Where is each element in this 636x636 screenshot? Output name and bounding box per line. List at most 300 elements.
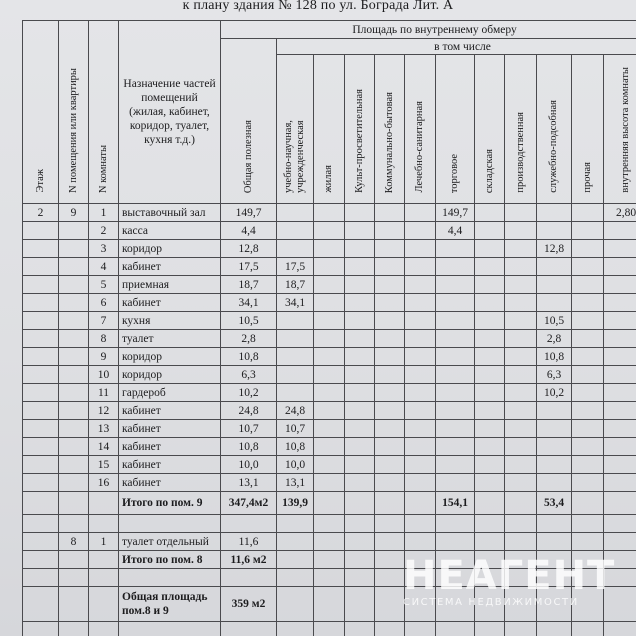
- room-name: коридор: [119, 366, 221, 384]
- area-service: [537, 222, 572, 240]
- empty-cell: [375, 456, 405, 474]
- area-height: [604, 258, 636, 276]
- empty-cell: [314, 330, 345, 348]
- area-total: 13,1: [221, 474, 277, 492]
- empty-cell: [572, 474, 604, 492]
- empty-cell: [505, 204, 537, 222]
- area-trade: 4,4: [436, 222, 475, 240]
- area-service: [537, 420, 572, 438]
- empty-cell: [345, 222, 375, 240]
- empty-cell: [505, 222, 537, 240]
- empty-cell: [475, 276, 505, 294]
- empty-cell: [314, 366, 345, 384]
- area-edu: [277, 312, 314, 330]
- empty-cell: [345, 384, 375, 402]
- area-trade: [436, 258, 475, 276]
- table-row: [23, 330, 636, 348]
- empty-cell: [475, 420, 505, 438]
- area-height: [604, 438, 636, 456]
- table-row: [23, 384, 636, 402]
- empty-cell: [505, 276, 537, 294]
- room-name: кабинет: [119, 420, 221, 438]
- empty-cell: [475, 348, 505, 366]
- empty-cell: [572, 384, 604, 402]
- empty-cell: [505, 348, 537, 366]
- area-height: [604, 222, 636, 240]
- area-edu: [277, 240, 314, 258]
- area-service: [537, 294, 572, 312]
- table-row-unit-8: [23, 533, 636, 551]
- empty-cell: [505, 312, 537, 330]
- area-trade: [436, 276, 475, 294]
- area-total: 24,8: [221, 402, 277, 420]
- area-height: [604, 366, 636, 384]
- area-total: 10,2: [221, 384, 277, 402]
- empty-cell: [345, 366, 375, 384]
- room-number: 16: [89, 474, 119, 492]
- unit-number: [59, 222, 89, 240]
- empty-cell: [375, 258, 405, 276]
- empty-cell: [375, 294, 405, 312]
- empty-cell: [345, 276, 375, 294]
- room-number: 1: [89, 204, 119, 222]
- area-trade: 149,7: [436, 204, 475, 222]
- area-service: [537, 258, 572, 276]
- area-total: 2,8: [221, 330, 277, 348]
- header-including: в том числе: [277, 39, 636, 55]
- area-edu: [277, 330, 314, 348]
- floor-cell: [23, 240, 59, 258]
- floor-cell: [23, 366, 59, 384]
- header-cult: Культ-просветительная: [345, 55, 375, 204]
- area-trade: [436, 438, 475, 456]
- area-total: 17,5: [221, 258, 277, 276]
- table-row: [23, 240, 636, 258]
- empty-cell: [375, 474, 405, 492]
- unit-number: [59, 348, 89, 366]
- table-row: [23, 420, 636, 438]
- area-edu: 10,7: [277, 420, 314, 438]
- header-room-no: N комнаты: [89, 21, 119, 204]
- total-trade: 154,1: [436, 492, 475, 515]
- table-row: [23, 204, 636, 222]
- area-service: [537, 438, 572, 456]
- watermark-logo: [403, 553, 616, 608]
- room-total-area: 11,6: [221, 533, 277, 551]
- empty-cell: [314, 222, 345, 240]
- table-row: [23, 348, 636, 366]
- empty-cell: [405, 330, 436, 348]
- empty-cell: [475, 330, 505, 348]
- total-area: 347,4м2: [221, 492, 277, 515]
- empty-cell: [475, 438, 505, 456]
- empty-cell: [572, 240, 604, 258]
- empty-cell: [314, 312, 345, 330]
- header-trade: торговое: [436, 55, 475, 204]
- empty-cell: [475, 474, 505, 492]
- floor-cell: [23, 438, 59, 456]
- empty-cell: [314, 438, 345, 456]
- empty-cell: [345, 348, 375, 366]
- area-height: 2,80: [604, 204, 636, 222]
- room-number: 1: [89, 533, 119, 551]
- empty-cell: [314, 348, 345, 366]
- room-name: туалет: [119, 330, 221, 348]
- area-height: [604, 456, 636, 474]
- header-prod: производственная: [505, 55, 537, 204]
- empty-cell: [475, 402, 505, 420]
- empty-cell: [345, 204, 375, 222]
- area-total: 34,1: [221, 294, 277, 312]
- room-name: касса: [119, 222, 221, 240]
- area-trade: [436, 420, 475, 438]
- empty-cell: [345, 474, 375, 492]
- empty-cell: [505, 330, 537, 348]
- empty-cell: [375, 240, 405, 258]
- area-service: [537, 402, 572, 420]
- area-height: [604, 474, 636, 492]
- empty-cell: [505, 258, 537, 276]
- header-med: Лечебно-санитарная: [405, 55, 436, 204]
- empty-cell: [314, 294, 345, 312]
- header-storage: складская: [475, 55, 505, 204]
- room-number: 11: [89, 384, 119, 402]
- unit-number: [59, 474, 89, 492]
- empty-cell: [375, 204, 405, 222]
- area-service: [537, 204, 572, 222]
- empty-cell: [505, 438, 537, 456]
- area-edu: 10,0: [277, 456, 314, 474]
- area-total: 12,8: [221, 240, 277, 258]
- table-header: [23, 21, 636, 204]
- room-name: кухня: [119, 312, 221, 330]
- area-height: [604, 240, 636, 258]
- area-trade: [436, 456, 475, 474]
- empty-cell: [405, 294, 436, 312]
- area-service: 10,5: [537, 312, 572, 330]
- empty-cell: [505, 366, 537, 384]
- empty-cell: [475, 384, 505, 402]
- empty-cell: [345, 294, 375, 312]
- empty-cell: [375, 312, 405, 330]
- area-service: 12,8: [537, 240, 572, 258]
- total-label: Итого по пом. 8: [119, 551, 221, 569]
- header-purpose: Назначение частей помещений (жилая, кабинет, коридор, туалет, кухня т.д.): [119, 21, 221, 204]
- empty-cell: [505, 294, 537, 312]
- floor-cell: [23, 294, 59, 312]
- empty-cell: [405, 384, 436, 402]
- header-edu: учебно-научная, учрежденческая: [277, 55, 314, 204]
- unit-number: [59, 456, 89, 474]
- empty-cell: [505, 402, 537, 420]
- empty-cell: [405, 222, 436, 240]
- floor-cell: [23, 276, 59, 294]
- empty-cell: [405, 312, 436, 330]
- room-number: 14: [89, 438, 119, 456]
- header-height: внутренняя высота комнаты: [604, 55, 636, 204]
- empty-cell: [314, 420, 345, 438]
- area-height: [604, 402, 636, 420]
- area-trade: [436, 240, 475, 258]
- empty-cell: [572, 420, 604, 438]
- floor-cell: [23, 222, 59, 240]
- unit-number: [59, 276, 89, 294]
- room-name: кабинет: [119, 474, 221, 492]
- floor-cell: [23, 402, 59, 420]
- area-edu: 18,7: [277, 276, 314, 294]
- area-height: [604, 384, 636, 402]
- empty-cell: [375, 348, 405, 366]
- empty-cell: [375, 222, 405, 240]
- empty-cell: [405, 402, 436, 420]
- room-number: 4: [89, 258, 119, 276]
- room-number: 3: [89, 240, 119, 258]
- header-floor: Этаж: [23, 21, 59, 204]
- table-row: [23, 222, 636, 240]
- empty-cell: [314, 276, 345, 294]
- area-service: [537, 456, 572, 474]
- floor-cell: [23, 456, 59, 474]
- empty-cell: [505, 456, 537, 474]
- empty-cell: [572, 456, 604, 474]
- empty-cell: [405, 366, 436, 384]
- empty-cell: [572, 438, 604, 456]
- area-total: 10,7: [221, 420, 277, 438]
- room-number: 9: [89, 348, 119, 366]
- empty-cell: [505, 474, 537, 492]
- empty-cell: [572, 222, 604, 240]
- empty-cell: [314, 474, 345, 492]
- empty-row: [23, 622, 636, 636]
- empty-cell: [405, 240, 436, 258]
- empty-cell: [345, 240, 375, 258]
- unit-number: 8: [59, 533, 89, 551]
- empty-cell: [345, 420, 375, 438]
- room-number: 5: [89, 276, 119, 294]
- room-name: кабинет: [119, 438, 221, 456]
- unit-number: [59, 312, 89, 330]
- floor-cell: [23, 330, 59, 348]
- empty-cell: [572, 348, 604, 366]
- empty-cell: [405, 474, 436, 492]
- room-name: туалет отдельный: [119, 533, 221, 551]
- floor-cell: [23, 384, 59, 402]
- floor-cell: [23, 312, 59, 330]
- header-other: прочая: [572, 55, 604, 204]
- header-total-area: Общая полезная: [221, 39, 277, 204]
- empty-cell: [375, 384, 405, 402]
- empty-cell: [505, 420, 537, 438]
- empty-cell: [572, 258, 604, 276]
- room-name: кабинет: [119, 258, 221, 276]
- watermark-brand: НЕАГЕНТ: [403, 553, 616, 599]
- empty-cell: [505, 384, 537, 402]
- area-service: [537, 276, 572, 294]
- area-service: [537, 474, 572, 492]
- empty-cell: [375, 402, 405, 420]
- empty-cell: [572, 330, 604, 348]
- total-area: 11,6 м2: [221, 551, 277, 569]
- header-living: жилая: [314, 55, 345, 204]
- empty-cell: [572, 204, 604, 222]
- empty-cell: [314, 456, 345, 474]
- empty-cell: [572, 294, 604, 312]
- unit-number: [59, 402, 89, 420]
- table-row: [23, 294, 636, 312]
- floor-cell: [23, 348, 59, 366]
- header-comm: Коммунально-бытовая: [375, 55, 405, 204]
- area-trade: [436, 348, 475, 366]
- empty-cell: [314, 384, 345, 402]
- room-name: коридор: [119, 240, 221, 258]
- area-trade: [436, 384, 475, 402]
- area-edu: [277, 348, 314, 366]
- room-number: 8: [89, 330, 119, 348]
- area-height: [604, 312, 636, 330]
- table-row: [23, 456, 636, 474]
- area-trade: [436, 366, 475, 384]
- room-name: кабинет: [119, 456, 221, 474]
- table-row: [23, 366, 636, 384]
- empty-cell: [572, 366, 604, 384]
- header-service: служебно-подсобная: [537, 55, 572, 204]
- total-label: Итого по пом. 9: [119, 492, 221, 515]
- area-height: [604, 348, 636, 366]
- empty-cell: [405, 348, 436, 366]
- empty-cell: [572, 276, 604, 294]
- empty-cell: [475, 258, 505, 276]
- area-trade: [436, 312, 475, 330]
- empty-cell: [505, 240, 537, 258]
- area-height: [604, 276, 636, 294]
- room-number: 7: [89, 312, 119, 330]
- empty-cell: [375, 276, 405, 294]
- area-height: [604, 420, 636, 438]
- room-number: 15: [89, 456, 119, 474]
- area-total: 149,7: [221, 204, 277, 222]
- table-row: [23, 258, 636, 276]
- table-row: [23, 402, 636, 420]
- room-number: 6: [89, 294, 119, 312]
- area-edu: 34,1: [277, 294, 314, 312]
- empty-cell: [475, 456, 505, 474]
- header-area-group: Площадь по внутреннему обмеру: [221, 21, 636, 39]
- area-height: [604, 294, 636, 312]
- area-height: [604, 330, 636, 348]
- empty-cell: [475, 312, 505, 330]
- area-edu: 24,8: [277, 402, 314, 420]
- empty-cell: [572, 312, 604, 330]
- empty-cell: [572, 402, 604, 420]
- floor-cell: 2: [23, 204, 59, 222]
- area-service: 10,8: [537, 348, 572, 366]
- empty-cell: [345, 258, 375, 276]
- total-row-unit-9: [23, 492, 636, 515]
- empty-cell: [345, 402, 375, 420]
- document-title: к плану здания № 128 по ул. Бограда Лит. А: [182, 0, 454, 13]
- room-name: выставочный зал: [119, 204, 221, 222]
- empty-cell: [345, 312, 375, 330]
- area-total: 10,0: [221, 456, 277, 474]
- area-edu: [277, 204, 314, 222]
- unit-number: [59, 294, 89, 312]
- total-edu: 139,9: [277, 492, 314, 515]
- area-trade: [436, 402, 475, 420]
- area-total: 18,7: [221, 276, 277, 294]
- area-service: 10,2: [537, 384, 572, 402]
- watermark-tagline: СИСТЕМА НЕДВИЖИМОСТИ: [403, 597, 579, 608]
- table-row: [23, 438, 636, 456]
- empty-cell: [375, 420, 405, 438]
- area-total: 6,3: [221, 366, 277, 384]
- empty-cell: [375, 366, 405, 384]
- room-number: 10: [89, 366, 119, 384]
- area-edu: 13,1: [277, 474, 314, 492]
- area-trade: [436, 474, 475, 492]
- table-row: [23, 276, 636, 294]
- floor-cell: [23, 420, 59, 438]
- area-edu: 10,8: [277, 438, 314, 456]
- unit-number: [59, 240, 89, 258]
- table-row: [23, 312, 636, 330]
- explication-table: [22, 20, 636, 636]
- empty-cell: [405, 456, 436, 474]
- area-trade: [436, 294, 475, 312]
- empty-cell: [314, 204, 345, 222]
- room-name: приемная: [119, 276, 221, 294]
- table-row: [23, 474, 636, 492]
- area-total: 4,4: [221, 222, 277, 240]
- total-service: 53,4: [537, 492, 572, 515]
- room-number: 13: [89, 420, 119, 438]
- unit-number: [59, 330, 89, 348]
- empty-cell: [405, 204, 436, 222]
- area-edu: [277, 366, 314, 384]
- floor-cell: [23, 258, 59, 276]
- area-edu: 17,5: [277, 258, 314, 276]
- unit-number: [59, 258, 89, 276]
- room-name: кабинет: [119, 294, 221, 312]
- unit-number: [59, 384, 89, 402]
- empty-cell: [314, 240, 345, 258]
- area-service: 2,8: [537, 330, 572, 348]
- empty-cell: [345, 330, 375, 348]
- room-name: коридор: [119, 348, 221, 366]
- room-number: 12: [89, 402, 119, 420]
- area-edu: [277, 222, 314, 240]
- area-service: 6,3: [537, 366, 572, 384]
- unit-number: [59, 420, 89, 438]
- room-name: кабинет: [119, 402, 221, 420]
- grand-total-area: 359 м2: [221, 587, 277, 622]
- unit-number: 9: [59, 204, 89, 222]
- floor-cell: [23, 474, 59, 492]
- area-edu: [277, 384, 314, 402]
- empty-row: [23, 515, 636, 533]
- area-total: 10,5: [221, 312, 277, 330]
- area-total: 10,8: [221, 348, 277, 366]
- empty-cell: [405, 258, 436, 276]
- empty-cell: [475, 240, 505, 258]
- empty-cell: [475, 222, 505, 240]
- empty-cell: [314, 258, 345, 276]
- empty-cell: [375, 438, 405, 456]
- area-trade: [436, 330, 475, 348]
- empty-cell: [345, 438, 375, 456]
- empty-cell: [375, 330, 405, 348]
- empty-cell: [475, 366, 505, 384]
- empty-cell: [314, 402, 345, 420]
